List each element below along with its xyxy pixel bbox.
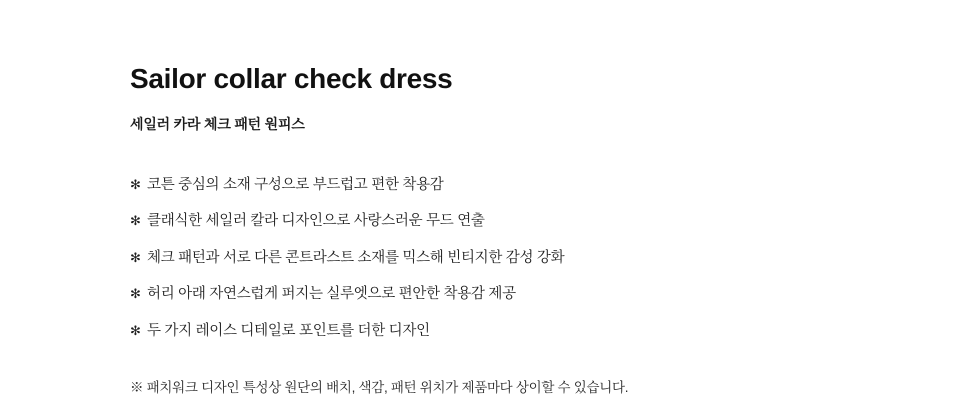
- list-item: [130, 285, 960, 305]
- feature-text: 두 가지 레이스 디테일로 포인트를 더한 디자인: [147, 322, 430, 339]
- list-item: [130, 249, 960, 269]
- asterisk-icon: ✻: [130, 322, 141, 338]
- disclaimer-note: ※ 패치워크 디자인 특성상 원단의 배치, 색감, 패턴 위치가 제품마다 상이할 수 있습니다.: [130, 380, 629, 396]
- feature-text: 허리 아래 자연스럽게 퍼지는 실루엣으로 편안한 착용감 제공: [147, 286, 516, 303]
- list-item: [130, 212, 960, 232]
- list-item: [130, 322, 960, 342]
- asterisk-icon: ✻: [130, 286, 141, 302]
- page-subtitle: 세일러 카라 체크 패턴 원피스: [130, 115, 305, 132]
- feature-text: 체크 패턴과 서로 다른 콘트라스트 소재를 믹스해 빈티지한 감성 강화: [147, 249, 565, 266]
- feature-text: 코튼 중심의 소재 구성으로 부드럽고 편한 착용감: [147, 176, 444, 193]
- asterisk-icon: ✻: [130, 176, 141, 192]
- feature-list: [130, 176, 960, 342]
- page-title: Sailor collar check dress: [130, 63, 453, 94]
- asterisk-icon: ✻: [130, 213, 141, 229]
- feature-text: 클래식한 세일러 칼라 디자인으로 사랑스러운 무드 연출: [147, 213, 485, 230]
- list-item: [130, 176, 960, 196]
- asterisk-icon: ✻: [130, 249, 141, 265]
